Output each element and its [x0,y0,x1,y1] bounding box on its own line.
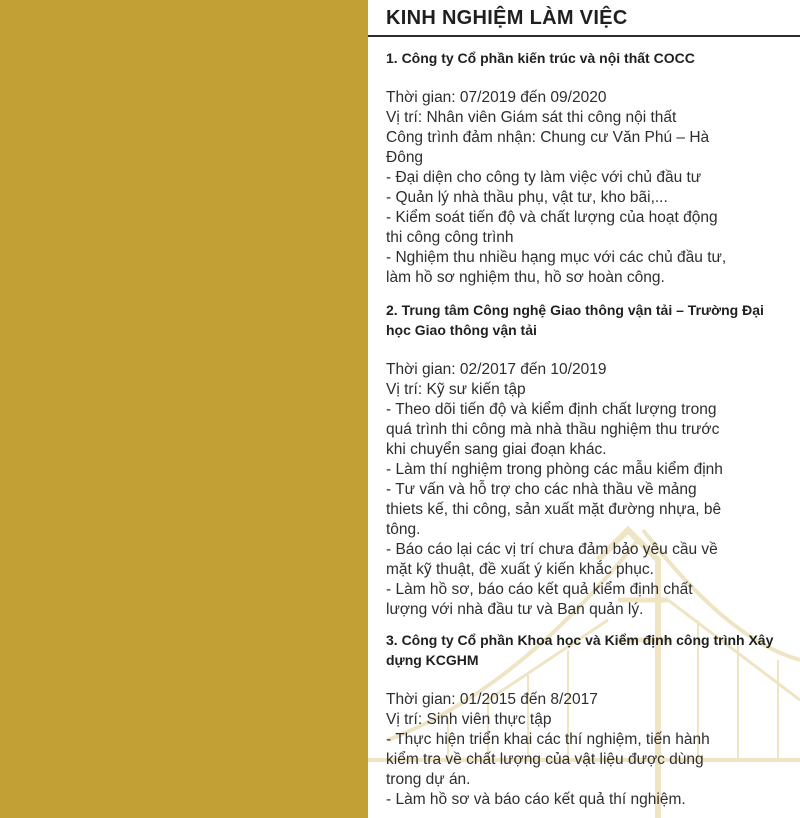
job-period: Thời gian: 01/2015 đến 8/2017 [386,691,598,708]
job-position: Vị trí: Sinh viên thực tập [386,711,552,728]
section-title: KINH NGHIỆM LÀM VIỆC [386,7,628,29]
job-detail-line: - Quản lý nhà thầu phụ, vật tư, kho bãi,... [386,189,668,206]
job-entry-1 [386,48,791,288]
job-detail-line: quá trình thi công mà nhà thầu nghiệm thu trước [386,421,720,438]
job-detail-line: mặt kỹ thuật, đề xuất ý kiến khắc phục. [386,561,654,578]
job-detail-line: - Theo dõi tiến độ và kiểm định chất lượng trong [386,401,717,418]
job-entry-2 [386,300,791,620]
job-detail-line: lượng với nhà đầu tư và Ban quản lý. [386,601,644,618]
job-detail-line: làm hồ sơ nghiệm thu, hồ sơ hoàn công. [386,269,665,286]
job-title: 1. Công ty Cổ phần kiến trúc và nội thất COCC [386,50,695,66]
job-period: Thời gian: 02/2017 đến 10/2019 [386,361,607,378]
job-title: 2. Trung tâm Công nghệ Giao thông vận tải – Trường Đại học Giao thông vận tải [386,302,764,338]
job-detail-line: kiểm tra về chất lượng của vật liệu được dùng [386,751,704,768]
job-detail-line: - Đại diện cho công ty làm việc với chủ đầu tư [386,169,702,186]
gold-side-panel [0,0,368,818]
job-detail-line: khi chuyển sang giai đoạn khác. [386,441,607,458]
job-detail-line: - Báo cáo lại các vị trí chưa đảm bảo yêu cầu về [386,541,718,558]
job-detail-line: - Tư vấn và hỗ trợ cho các nhà thầu về mảng [386,481,697,498]
job-detail-line: - Làm hồ sơ, báo cáo kết quả kiểm định chất [386,581,693,598]
content [386,0,791,808]
job-detail-line: Công trình đảm nhận: Chung cư Văn Phú – Hà [386,129,710,146]
work-experience-panel [368,0,800,818]
job-detail-line: - Làm thí nghiệm trong phòng các mẫu kiểm định [386,461,723,478]
job-detail-line: - Thực hiện triển khai các thí nghiệm, tiến hành [386,731,710,748]
job-detail-line: trong dự án. [386,771,471,788]
job-title: 3. Công ty Cổ phần Khoa học và Kiểm định công trình Xây dựng KCGHM [386,632,774,668]
job-position: Vị trí: Kỹ sư kiến tập [386,381,526,398]
job-detail-line: tông. [386,521,421,538]
job-detail-line: Đông [386,149,424,166]
job-detail-line: - Nghiệm thu nhiều hạng mục với các chủ đầu tư, [386,249,727,266]
job-period: Thời gian: 07/2019 đến 09/2020 [386,89,607,106]
job-detail-line: thiets kế, thi công, sản xuất mặt đường nhựa, bê [386,501,722,518]
job-detail-line: thi công công trình [386,229,514,246]
job-detail-line: - Kiểm soát tiến độ và chất lượng của hoạt động [386,209,718,226]
job-entry-3 [386,630,791,810]
job-detail-line: - Làm hồ sơ và báo cáo kết quả thí nghiệm. [386,791,686,808]
job-position: Vị trí: Nhân viên Giám sát thi công nội thất [386,109,677,126]
section-header [368,0,800,37]
